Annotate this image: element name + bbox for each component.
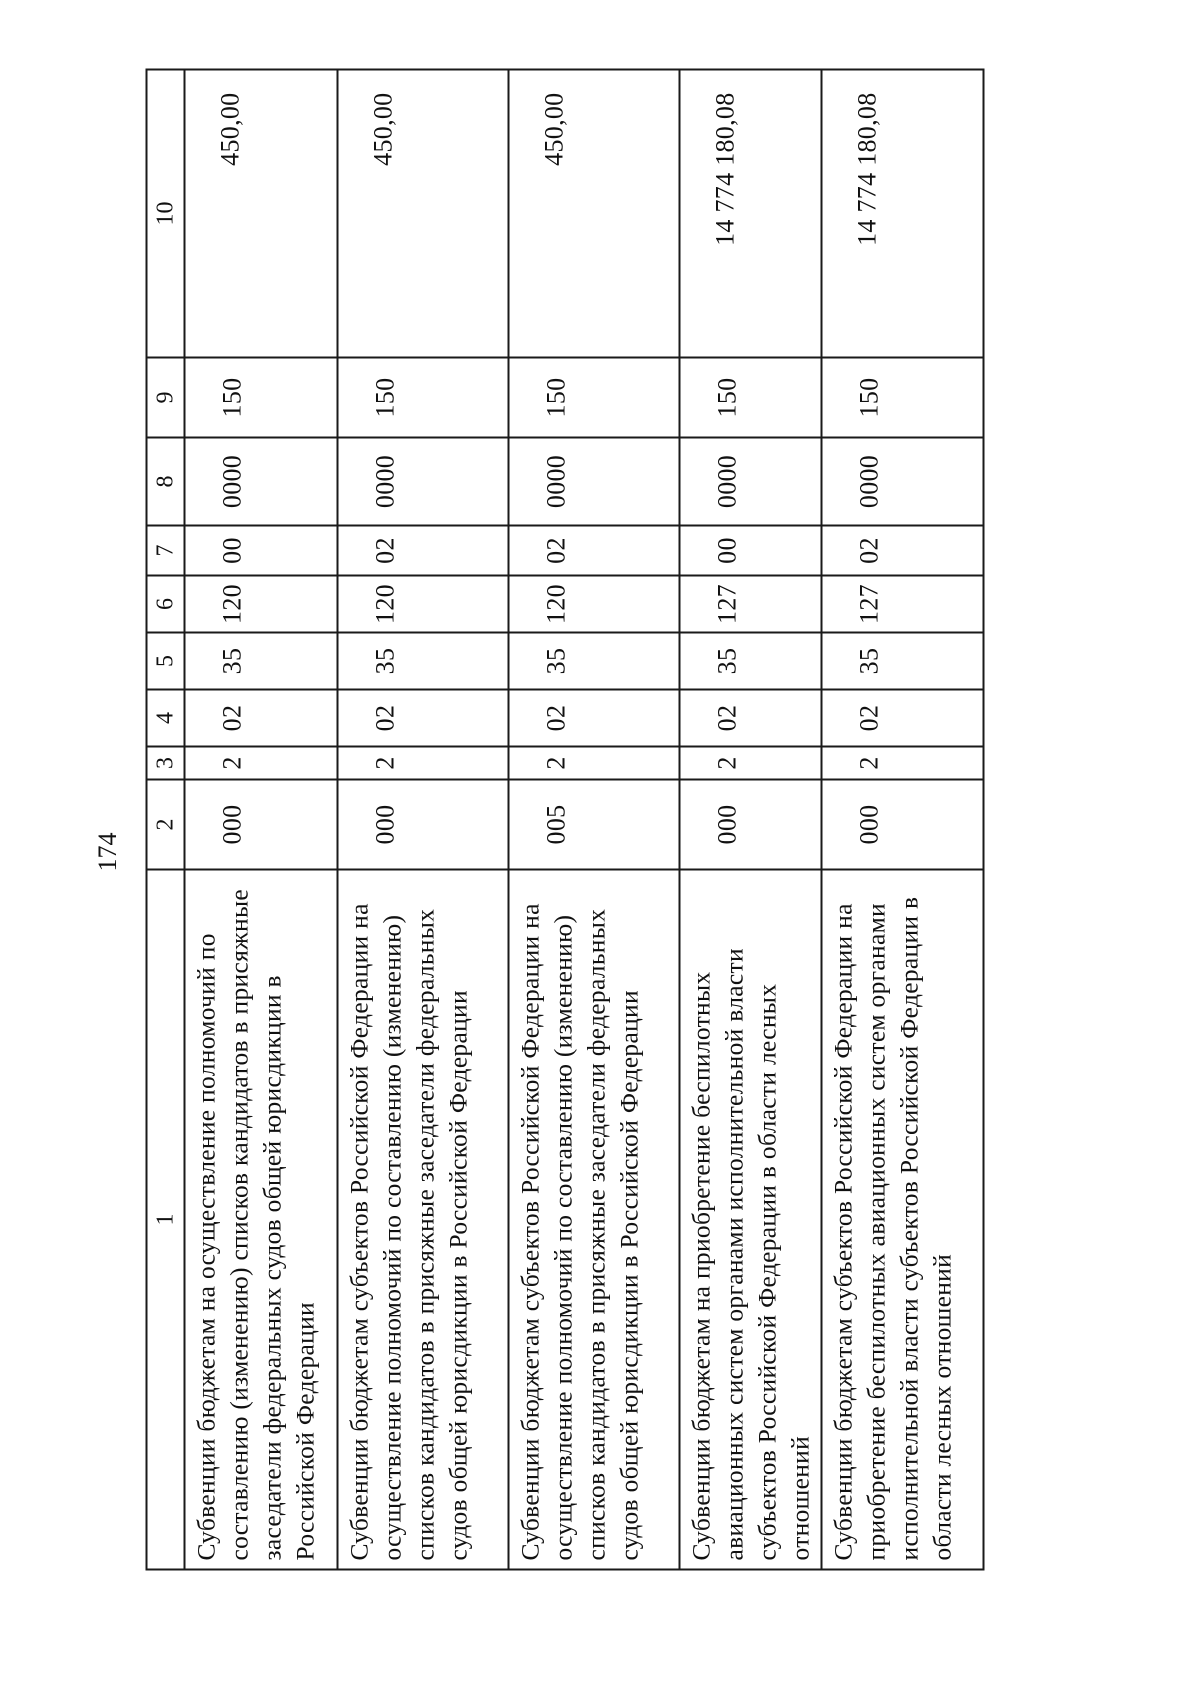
- header-cell: 5: [146, 632, 184, 689]
- code-cell: 120: [337, 575, 508, 632]
- description-cell: Субвенции бюджетам на приобретение беспилотных авиационных систем органами исполнительной власти субъектов Российской Федерации в области лесных отношений: [679, 869, 821, 1569]
- header-cell: 4: [146, 689, 184, 746]
- description-cell: Субвенции бюджетам на осуществление полномочий по составлению (изменению) списков кандидатов в присяжные заседатели федеральных судов общей юрисдикции в Российской Федерации: [184, 869, 337, 1569]
- code-cell: 35: [679, 632, 821, 689]
- code-cell: 000: [337, 779, 508, 869]
- code-cell: 000: [821, 779, 983, 869]
- code-cell: 127: [679, 575, 821, 632]
- code-cell: 0000: [184, 437, 337, 525]
- code-cell: 120: [184, 575, 337, 632]
- table-row: [184, 69, 337, 1569]
- header-cell: 2: [146, 779, 184, 869]
- budget-table: [145, 68, 984, 1570]
- amount-cell: 14 774 180,08: [821, 69, 983, 357]
- code-cell: 02: [337, 689, 508, 746]
- header-cell: 1: [146, 869, 184, 1569]
- description-cell: Субвенции бюджетам субъектов Российской Федерации на осуществление полномочий по составлению (изменению) списков кандидатов в присяжные заседатели федеральных судов общей юрисдикции в Российской Федерации: [337, 869, 508, 1569]
- code-cell: 150: [508, 357, 679, 437]
- code-cell: 005: [508, 779, 679, 869]
- code-cell: 150: [184, 357, 337, 437]
- page-number: 174: [93, 832, 122, 872]
- header-row: [146, 69, 184, 1569]
- code-cell: 2: [337, 746, 508, 779]
- description-cell: Субвенции бюджетам субъектов Российской Федерации на осуществление полномочий по составлению (изменению) списков кандидатов в присяжные заседатели федеральных судов общей юрисдикции в Российской Федерации: [508, 869, 679, 1569]
- header-cell: 7: [146, 525, 184, 575]
- table-frame: [145, 70, 980, 1570]
- code-cell: 35: [821, 632, 983, 689]
- table-row: [821, 69, 983, 1569]
- code-cell: 02: [821, 525, 983, 575]
- code-cell: 35: [184, 632, 337, 689]
- code-cell: 02: [337, 525, 508, 575]
- code-cell: 000: [679, 779, 821, 869]
- code-cell: 2: [821, 746, 983, 779]
- code-cell: 00: [679, 525, 821, 575]
- code-cell: 120: [508, 575, 679, 632]
- code-cell: 0000: [821, 437, 983, 525]
- code-cell: 02: [679, 689, 821, 746]
- description-cell: Субвенции бюджетам субъектов Российской Федерации на приобретение беспилотных авиационных систем органами исполнительной власти субъектов Российской Федерации в области лесных отношений: [821, 869, 983, 1569]
- header-cell: 6: [146, 575, 184, 632]
- code-cell: 02: [184, 689, 337, 746]
- code-cell: 0000: [337, 437, 508, 525]
- code-cell: 02: [508, 525, 679, 575]
- code-cell: 2: [184, 746, 337, 779]
- code-cell: 35: [337, 632, 508, 689]
- code-cell: 150: [337, 357, 508, 437]
- amount-cell: 14 774 180,08: [679, 69, 821, 357]
- code-cell: 2: [508, 746, 679, 779]
- code-cell: 127: [821, 575, 983, 632]
- code-cell: 02: [508, 689, 679, 746]
- table-row: [679, 69, 821, 1569]
- code-cell: 2: [679, 746, 821, 779]
- code-cell: 00: [184, 525, 337, 575]
- header-cell: 8: [146, 437, 184, 525]
- code-cell: 0000: [508, 437, 679, 525]
- code-cell: 02: [821, 689, 983, 746]
- amount-cell: 450,00: [508, 69, 679, 357]
- code-cell: 0000: [679, 437, 821, 525]
- amount-cell: 450,00: [184, 69, 337, 357]
- code-cell: 35: [508, 632, 679, 689]
- table-row: [508, 69, 679, 1569]
- code-cell: 000: [184, 779, 337, 869]
- header-cell: 3: [146, 746, 184, 779]
- amount-cell: 450,00: [337, 69, 508, 357]
- table-row: [337, 69, 508, 1569]
- header-cell: 9: [146, 357, 184, 437]
- code-cell: 150: [821, 357, 983, 437]
- code-cell: 150: [679, 357, 821, 437]
- header-cell: 10: [146, 69, 184, 357]
